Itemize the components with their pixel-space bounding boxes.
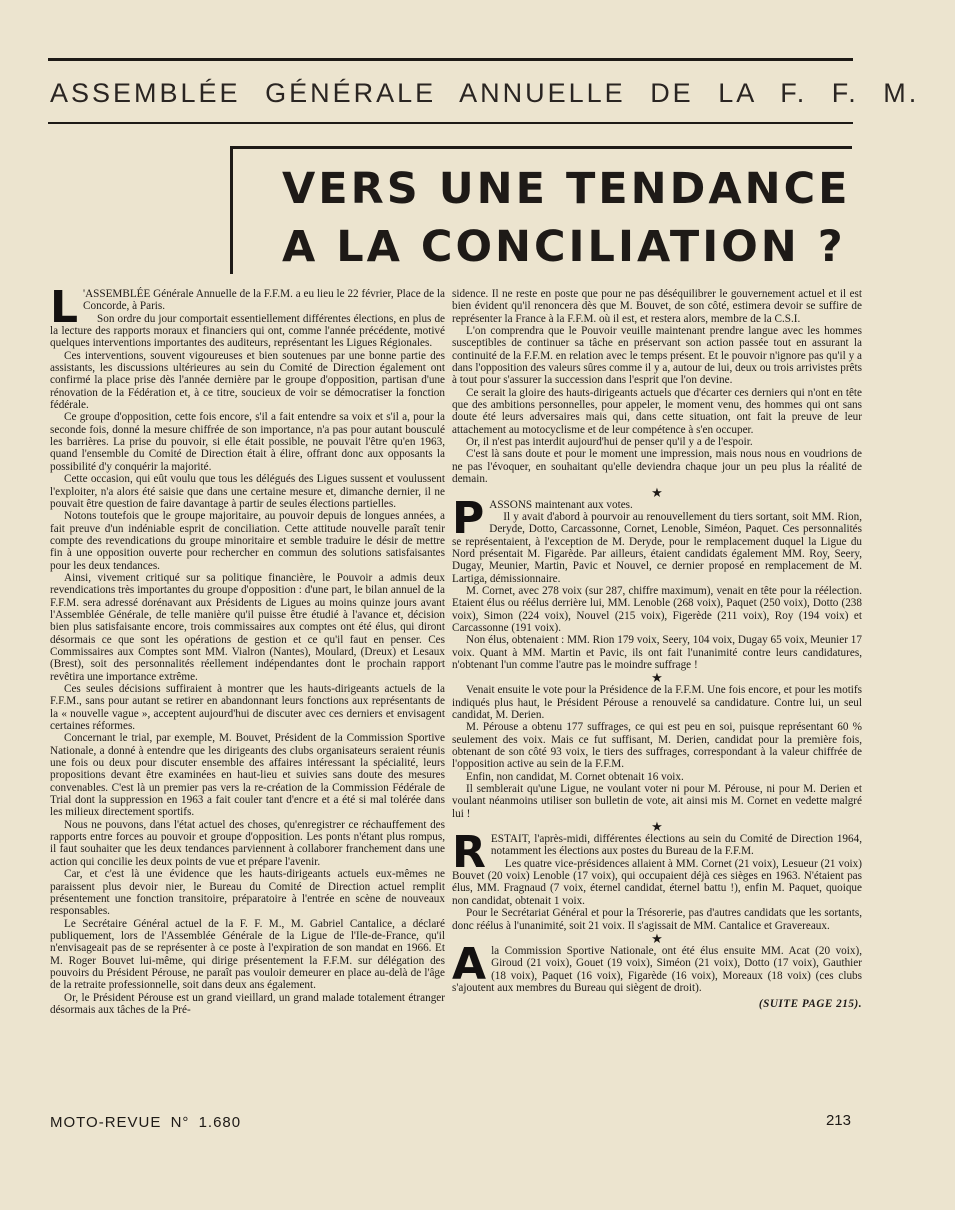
article-paragraph: Pour le Secrétariat Général et pour la Trésorerie, pas d'autres candidats que les sortants, donc réélus à l'unanimité, soit 21 voix. Il s'agissait de MM. Cantalice et Gravereaux. — [452, 907, 862, 932]
article-paragraph: Enfin, non candidat, M. Cornet obtenait 16 voix. — [466, 770, 684, 783]
article-paragraph: Son ordre du jour comportait essentiellement différentes élections, en plus de la lecture des rapports moraux et financiers qui ont, comme l'année précédente, motivé quelques interventions importantes des auditeurs, représentant les Ligues Régionales. — [50, 312, 445, 350]
article-paragraph: Cette occasion, qui eût voulu que tous les délégués des Ligues sussent et voulussent l'exploiter, n'a alors été saisie que dans une certaine mesure et, dimanche dernier, il ne pouvait être question de faire davantage à partir de seules élections partielles. — [50, 473, 445, 510]
drop-cap: L — [50, 282, 79, 333]
paragraph-text: ASSONS maintenant aux votes. — [489, 498, 633, 511]
article-paragraph — [452, 492, 862, 544]
article-right-column — [452, 288, 862, 1011]
article-paragraph: Ce groupe d'opposition, cette fois encore, s'il a fait entendre sa voix et s'il a, pour la seconde fois, donné la mesure chiffrée de son importance, n'a pas pour autant bousculé les barrières. La prise du pouvoir, si elle était possible, ne pouvait l'être qu'en 1963, quand l'ensemble du Comité de Direction était à élire, offrant donc aux opposants la possibilité d'y conquérir la majorité. — [50, 411, 445, 473]
article-paragraph: Nous ne pouvons, dans l'état actuel des choses, qu'enregistrer ce réchauffement des rapports entre forces au pouvoir et groupe d'opposition. Les ponts n'étant plus rompus, il faut souhaiter que les deux tendances parviennent à collaborer franchement dans une action qui concilie les deux points de vue et prépare l'avenir. — [50, 818, 445, 868]
footer-magazine-issue: MOTO-REVUE N° 1.680 — [50, 1114, 242, 1131]
paragraph-text: 'ASSEMBLÉE Générale Annuelle de la F.F.M. a eu lieu le 22 février, Place de la Concorde, à Paris. — [83, 288, 445, 313]
article-paragraph: L'on comprendra que le Pouvoir veuille maintenant prendre langue avec les hommes susceptibles de continuer sa tâche en préservant son action passée tout en assurant la continuité de la F.F.M. en relation avec le temps présent. Et le pouvoir n'ignore pas qu'il y a dans l'opposition des valeurs sûres comme il y a, autour de lui, deux ou trois arrivistes prêts à tout pour s'assurer la succession dans l'esprit que l'on devine. — [452, 325, 862, 387]
headline-box-left — [230, 146, 233, 274]
article-paragraph: Notons toutefois que le groupe majoritaire, au pouvoir depuis de longues années, a fait preuve d'un indéniable esprit de conciliation. Cette attitude nouvelle paraît tenir compte des revendications du groupe minoritaire et semble traduire le désir de mettre fin à une opposition ouverte pour rechercher en commun des solutions satisfaisantes pour les deux tendances. — [50, 510, 445, 572]
headline-line-1: VERS UNE TENDANCE — [282, 164, 851, 214]
paragraph-text: la Commission Sportive Nationale, ont été élus ensuite MM. Acat (20 voix), Giroud (21 voix), Gouet (19 voix), Siméon (21 voix), Dotto (17 voix), Gauthier (18 voix), Paquet (16 voix), Figarède (16 voix), Moreaux (18 voix) (ces clubs s'ajoutent aux membres du Bureau qui siègent de droit). — [452, 944, 862, 994]
drop-cap: R — [452, 827, 486, 879]
article-paragraph: Non élus, obtenaient : MM. Rion 179 voix, Seery, 104 voix, Dugay 65 voix, Meunier 17 voix. Quant à MM. Martin et Pavic, ils ont fait l'unanimité contre leurs candidatures, n'obtenant l'un comme l'autre pas le moindre suffrage ! — [452, 634, 862, 671]
article-paragraph: Or, le Président Pérouse est un grand vieillard, un grand malade totalement étranger désormais aux tâches de la Pré- — [50, 991, 445, 1016]
article-paragraph: M. Pérouse a obtenu 177 suffrages, ce qui est peu en soi, puisque représentant 60 % seulement des voix. Mais ce fut suffisant, M. Derien, candidat pour la première fois, obtenant de son côté 93 voix, le tiers des suffrages, correspondant à la valeur chiffrée de l'opposition active au sein de la F.F.M. — [452, 721, 862, 771]
paragraph-text: ESTAIT, l'après-midi, différentes élections au sein du Comité de Direction 1964, notamment les élections aux postes du Bureau de la F.F.M. — [490, 833, 862, 858]
article-paragraph: Ces interventions, souvent vigoureuses et bien soutenues par une bonne partie des assistants, les discussions ultérieures au sein du Comité de Direction également ont confirmé la place prise dès l'année dernière par le groupe d'opposition, partisan d'une rénovation de la Fédération et, à ce titre, soucieux de voir se démocratiser la fonction fédérale. — [50, 349, 445, 412]
star-separator: ★ — [651, 930, 663, 946]
article-paragraph: M. Cornet, avec 278 voix (sur 287, chiffre maximum), venait en tête pour la réélection. Etaient élus ou réélus derrière lui, MM. Lenoble (268 voix), Paquet (250 voix), Dotto (238 voix), Simon (224 voix), Nouvel (215 voix), Figerède (211 voix), Roy (194 voix) et Carcassonne (191 voix). — [452, 584, 862, 634]
article-paragraph: Car, et c'est là une évidence que les hauts-dirigeants actuels eux-mêmes ne paraissent plus devoir nier, le Bureau du Comité de Direction actuel remplit présentement une fonction transitoire, préparatoire à l'entrée en scène de nouveaux responsables. — [50, 868, 445, 918]
drop-cap: A — [452, 938, 487, 990]
article-paragraph: Ces seules décisions suffiraient à montrer que les hauts-dirigeants actuels de la F.F.M., sans pour autant se retirer en abandonnant leurs fonctions aux représentants de la « nouvelle vague », acceptent aujourd'hui de discuter avec ces derniers et envisagent certaines réformes. — [50, 683, 445, 733]
drop-cap: P — [452, 492, 485, 544]
article-paragraph: Venait ensuite le vote pour la Présidence de la F.F.M. Une fois encore, et pour les motifs indiqués plus haut, le Président Pérouse a renouvelé sa candidature. Contre lui, un seul candidat, M. Derien. — [452, 684, 862, 721]
article-paragraph: Concernant le trial, par exemple, M. Bouvet, Président de la Commission Sportive Nationale, a donné à entendre que les dirigeants des clubs organisateurs seraient réunis une fois ou deux pour discuter ensemble des affaires intéressant la spécialité, leurs propositions devant être examinées en haut-lieu et suivies sans doute des mesures convenables. C'est là un premier pas vers la re-création de la Commission Fédérale de Trial dont la suppression en 1963 a fait couler tant d'encre et a été si mal tolérée dans les milieux directement sportifs. — [50, 732, 445, 819]
continued-notice: (SUITE PAGE 215). — [758, 998, 862, 1011]
article-paragraph: Il y avait d'abord à pourvoir au renouvellement du tiers sortant, soit MM. Rion, Deryde, Dotto, Carcassonne, Cornet, Lenoble, Siméon, Paquet. Ces personnalités se représentaient, à l'exception de M. Deryde, pour le remplacement duquel la Ligue du Nord présentait M. Figarède. Par ailleurs, étaient candidats également MM. Roy, Seery, Dugay, Meunier, Martin, Pavic et Nouvel, ce dernier proposé en remplacement de M. Lartiga, démissionnaire. — [452, 510, 862, 585]
article-paragraph: Or, il n'est pas interdit aujourd'hui de penser qu'il y a de l'espoir. — [466, 436, 753, 449]
article-paragraph: sidence. Il ne reste en poste que pour ne pas déséquilibrer le gouvernement actuel et il est bien évident qu'il renoncera dès que M. Bouvet, de son côté, estimera devoir se suffire de représenter la France à la F.F.M. où il est, et restera alors, membre de la C.S.I. — [452, 288, 862, 325]
article-paragraph: C'est là sans doute et pour le moment une impression, mais nous nous en voudrions de ne pas l'évoquer, en souhaitant qu'elle deviendra chaque jour un peu plus la réalité de demain. — [452, 448, 862, 486]
article-paragraph: Le Secrétaire Général actuel de la F. F. M., M. Gabriel Cantalice, a déclaré publiquement, lors de l'Assemblée Générale de la Ligue de l'Ile-de-France, qu'il n'envisageait pas de se représenter à ce poste à l'expiration de son mandat en 1966. Et M. Roger Bouvet lui-même, qui dirige présentement la F.F.M. sur délégation des pouvoirs du Président Pérouse, ne paraît pas vouloir demeurer en place au-delà de l'âge de la retraite professionnelle, soit dans deux ans également. — [50, 917, 445, 992]
headline — [282, 160, 851, 276]
article-paragraph: Ainsi, vivement critiqué sur sa politique financière, le Pouvoir a admis deux revendications très importantes du groupe d'opposition : d'une part, le bilan annuel de la F.F.M. sera adressé dorénavant aux Présidents de Ligues au moins quinze jours avant l'Assemblée Générale, de telle manière qu'il puisse être étudié à l'avance et, décision bien plus satisfaisante encore, trois commissaires aux comptes ont été élus, qui diront désormais ce que sont les opérations de gestion et ce qu'il faut en penser. Ces Commissaires aux Comptes sont MM. Vialron (Nantes), Moulard, (Dreux) et Lesaux (Brest), soit des personnalités réellement indépendantes dont le prochain rapport revêtira une importance extrême. — [50, 571, 445, 683]
top-rule — [48, 58, 853, 61]
article-left-column — [50, 282, 445, 1016]
article-paragraph — [452, 938, 862, 994]
article-paragraph: Les quatre vice-présidences allaient à MM. Cornet (21 voix), Lesueur (21 voix) Bouvet (20 voix) Lenoble (17 voix), qui occupaient déjà ces sièges en 1963. N'étaient pas élus, MM. Fragnaud (7 voix, éternel candidat, éternel battu !), enfin M. Paquet, quoique non candidat, obtenait 1 voix. — [452, 857, 862, 907]
kicker-rule — [48, 122, 853, 124]
star-separator: ★ — [651, 819, 663, 835]
headline-line-2: A LA CONCILIATION ? — [282, 222, 846, 272]
article-paragraph: Il semblerait qu'une Ligue, ne voulant voter ni pour M. Pérouse, ni pour M. Derien et voulant néanmoins utiliser son bulletin de vote, ait ainsi mis M. Cornet en vedette malgré lui ! — [452, 783, 862, 820]
article-paragraph — [452, 827, 862, 879]
star-separator: ★ — [651, 484, 663, 500]
star-separator: ★ — [651, 670, 663, 686]
article-paragraph: Ce serait la gloire des hauts-dirigeants actuels que d'écarter ces derniers qui n'ont en tête que des ambitions personnelles, pour appeler, le moment venu, des hommes qui ont sans doute été leurs adversaires mais qui, dans cette situation, ont fait la preuve de leur attachement au motocyclisme et de leur compétence à s'en occuper. — [452, 386, 862, 436]
section-kicker: ASSEMBLÉE GÉNÉRALE ANNUELLE DE LA F. F. M. — [50, 78, 920, 108]
headline-box-top — [230, 146, 852, 149]
footer-page-number: 213 — [825, 1112, 851, 1129]
